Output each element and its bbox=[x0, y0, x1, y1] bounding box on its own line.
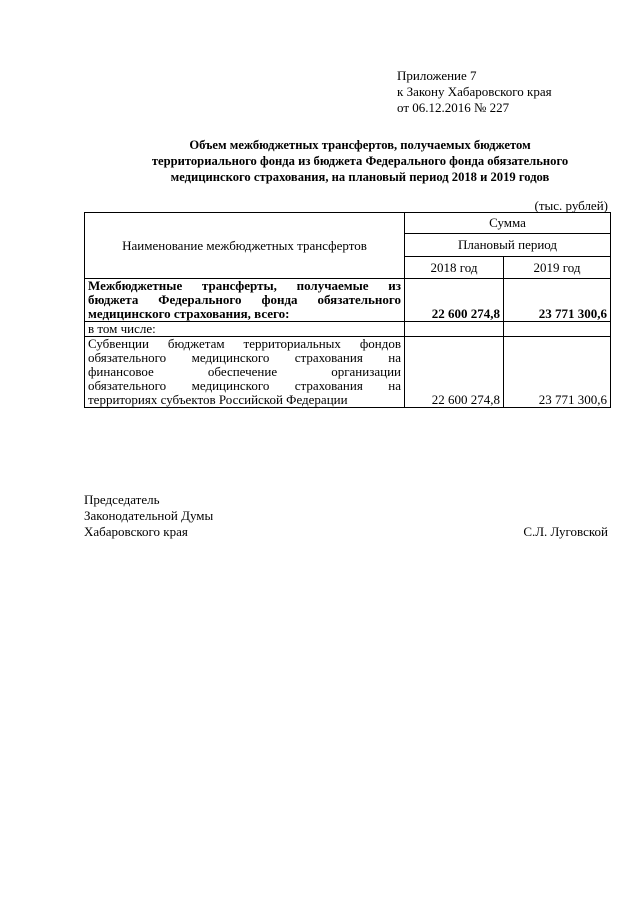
signature-position-line-2: Законодательной Думы bbox=[84, 508, 214, 523]
units-label: (тыс. рублей) bbox=[534, 198, 608, 213]
appendix-number: Приложение 7 bbox=[397, 68, 477, 83]
appendix-note bbox=[397, 68, 552, 116]
row-subventions-name-line: финансовое обеспечение организации bbox=[88, 364, 401, 379]
row-including-2019 bbox=[504, 322, 611, 337]
document-title bbox=[110, 137, 610, 185]
appendix-law: к Закону Хабаровского края bbox=[397, 84, 552, 99]
row-subventions-name-line: обязательного медицинского страхования на bbox=[88, 350, 401, 365]
row-subventions-name bbox=[85, 337, 405, 408]
row-total-name-line: медицинского страхования, всего: bbox=[88, 306, 290, 321]
row-subventions-2018: 22 600 274,8 bbox=[405, 337, 504, 408]
table-row-including bbox=[85, 322, 611, 337]
header-planned-period: Плановый период bbox=[405, 234, 611, 257]
row-total-name-line: бюджета Федерального фонда обязательного bbox=[88, 292, 401, 307]
row-subventions-2019: 23 771 300,6 bbox=[504, 337, 611, 408]
row-total-2019: 23 771 300,6 bbox=[504, 279, 611, 322]
title-line-3: медицинского страхования, на плановый период 2018 и 2019 годов bbox=[170, 170, 550, 184]
signature-position-line-1: Председатель bbox=[84, 492, 160, 507]
row-including-name: в том числе: bbox=[85, 322, 405, 337]
header-year-2018: 2018 год bbox=[405, 257, 504, 279]
signer-name: С.Л. Луговской bbox=[523, 524, 608, 539]
signature-position-line-3: Хабаровского края bbox=[84, 524, 188, 539]
header-year-2019: 2019 год bbox=[504, 257, 611, 279]
row-including-2018 bbox=[405, 322, 504, 337]
row-subventions-name-line: обязательного медицинского страхования на bbox=[88, 378, 401, 393]
transfers-table bbox=[84, 212, 611, 408]
header-sum: Сумма bbox=[405, 213, 611, 234]
table-row-total bbox=[85, 279, 611, 322]
row-subventions-name-line: Субвенции бюджетам территориальных фондов bbox=[88, 336, 401, 351]
header-name-column: Наименование межбюджетных трансфертов bbox=[85, 213, 405, 279]
row-total-name bbox=[85, 279, 405, 322]
appendix-date: от 06.12.2016 № 227 bbox=[397, 100, 510, 115]
row-subventions-name-line: территориях субъектов Российской Федерации bbox=[88, 392, 348, 407]
title-line-1: Объем межбюджетных трансфертов, получаемых бюджетом bbox=[189, 138, 531, 152]
row-total-name-line: Межбюджетные трансферты, получаемые из bbox=[88, 278, 401, 293]
row-total-2018: 22 600 274,8 bbox=[405, 279, 504, 322]
table-header-row bbox=[85, 213, 611, 234]
signature-block bbox=[84, 492, 213, 540]
title-line-2: территориального фонда из бюджета Федерального фонда обязательного bbox=[151, 154, 569, 168]
table-row-subventions bbox=[85, 337, 611, 408]
